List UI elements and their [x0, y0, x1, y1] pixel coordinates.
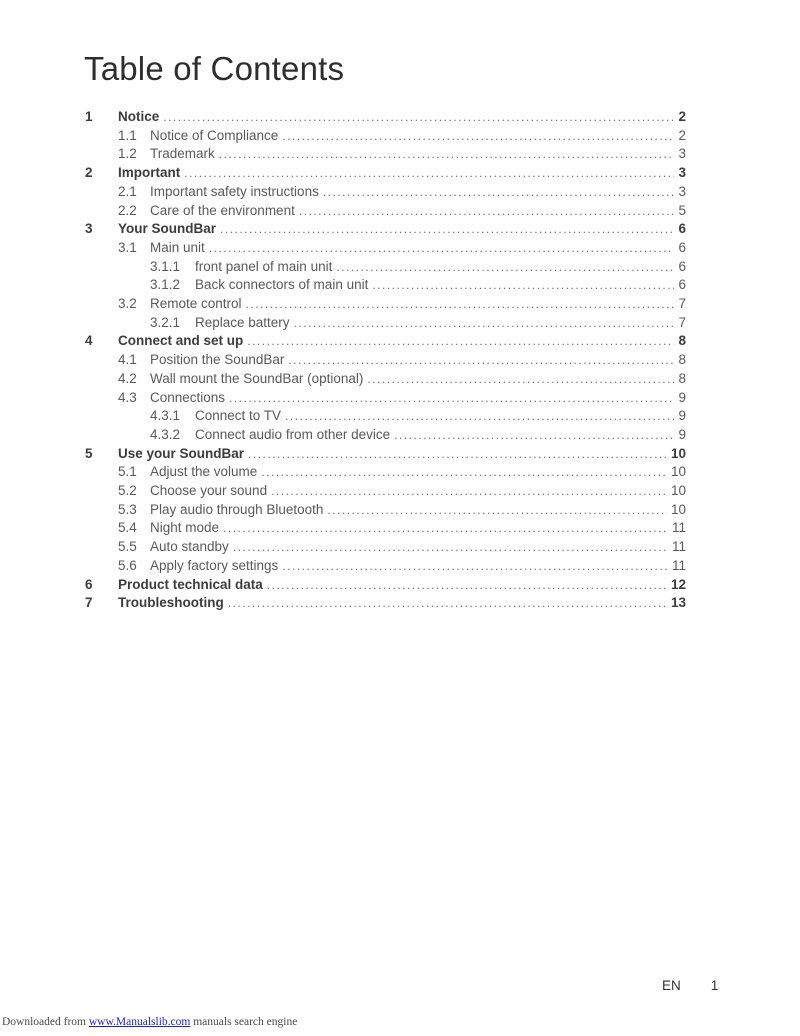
toc-entry-title: Trademark — [150, 146, 215, 162]
toc-entry-page: 3 — [678, 165, 686, 181]
toc-entry-page: 7 — [678, 314, 686, 330]
toc-entry-number: 4.3 — [118, 389, 137, 405]
toc-dot-leader — [219, 145, 675, 164]
toc-dot-leader — [288, 351, 674, 370]
toc-entry-number: 5.5 — [118, 539, 137, 555]
toc-entry-page: 12 — [670, 576, 686, 592]
toc-entry-title: Connect audio from other device — [195, 426, 391, 442]
toc-dot-leader — [247, 332, 674, 351]
toc-entry — [85, 538, 686, 557]
toc-entry-title: Care of the environment — [150, 202, 295, 218]
toc-entry — [85, 295, 686, 314]
toc-entry — [85, 407, 686, 426]
toc-entry-page: 10 — [670, 501, 686, 517]
toc-entry-number: 2.2 — [118, 202, 137, 218]
toc-entry-title: Night mode — [150, 520, 220, 536]
toc-dot-leader — [299, 202, 675, 221]
watermark-suffix: manuals search engine — [190, 1016, 298, 1028]
toc-entry — [85, 576, 686, 595]
toc-entry-page: 3 — [678, 146, 686, 162]
toc-entry-title: Use your SoundBar — [118, 445, 245, 461]
page-footer — [662, 978, 718, 993]
toc-entry-title: Notice of Compliance — [150, 127, 279, 143]
toc-entry-title: Play audio through Bluetooth — [150, 501, 324, 517]
toc-entry-title: Connect and set up — [118, 333, 244, 349]
toc-entry-number: 3.2 — [118, 296, 137, 312]
toc-dot-leader — [184, 164, 674, 183]
toc-entry — [85, 183, 686, 202]
toc-dot-leader — [367, 370, 674, 389]
toc-entry-title: Apply factory settings — [150, 557, 279, 573]
toc-dot-leader — [261, 463, 667, 482]
toc-entry-number: 5.2 — [118, 483, 137, 499]
toc-entry-page: 7 — [678, 296, 686, 312]
toc-dot-leader — [271, 482, 667, 501]
toc-entry-number: 3.1.2 — [150, 277, 181, 293]
toc-dot-leader — [229, 389, 674, 408]
toc-entry-page: 9 — [678, 426, 686, 442]
toc-dot-leader — [228, 594, 667, 613]
toc-entry-page: 9 — [678, 408, 686, 424]
page-title: Table of Contents — [84, 50, 345, 87]
toc-entry — [85, 332, 686, 351]
toc-entry — [85, 314, 686, 333]
toc-entry — [85, 276, 686, 295]
toc-entry-title: Replace battery — [195, 314, 290, 330]
toc-entry-title: Auto standby — [150, 539, 229, 555]
toc-entry — [85, 389, 686, 408]
toc-entry — [85, 239, 686, 258]
toc-entry-page: 11 — [671, 557, 686, 573]
toc-entry — [85, 220, 686, 239]
toc-entry — [85, 594, 686, 613]
toc-entry-page: 6 — [678, 221, 686, 237]
toc-entry-page: 8 — [678, 333, 686, 349]
toc-entry-title: Connect to TV — [195, 408, 282, 424]
toc-entry-title: Main unit — [150, 239, 205, 255]
toc-dot-leader — [233, 538, 668, 557]
toc-dot-leader — [327, 501, 667, 520]
toc-entry — [85, 463, 686, 482]
toc-entry-title: Wall mount the SoundBar (optional) — [150, 370, 364, 386]
toc-dot-leader — [163, 108, 674, 127]
toc-entry-title: Important safety instructions — [150, 183, 319, 199]
toc-entry-title: Remote control — [150, 296, 242, 312]
toc-dot-leader — [394, 426, 674, 445]
toc-entry-number: 3.1.1 — [150, 258, 181, 274]
toc-entry-title: Product technical data — [118, 576, 263, 592]
toc-entry-number: 6 — [85, 576, 93, 592]
toc-entry — [85, 482, 686, 501]
toc-dot-leader — [223, 519, 668, 538]
toc-entry — [85, 426, 686, 445]
toc-entry-page: 10 — [670, 445, 686, 461]
toc-entry-number: 7 — [85, 595, 93, 611]
toc-entry-page: 6 — [678, 239, 686, 255]
toc-entry-number: 1 — [85, 109, 93, 124]
toc-entry-number: 2 — [85, 165, 93, 181]
toc-entry-page: 13 — [670, 595, 686, 611]
toc-dot-leader — [246, 295, 675, 314]
toc-dot-leader — [267, 576, 667, 595]
toc-entry-number: 5 — [85, 445, 93, 461]
toc-entry-number: 4.2 — [118, 370, 137, 386]
toc-entry — [85, 519, 686, 538]
toc-entry-number: 3.1 — [118, 239, 137, 255]
toc-entry-number: 3.2.1 — [150, 314, 181, 330]
manualslib-link[interactable]: www.Manualslib.com — [88, 1016, 191, 1028]
toc-dot-leader — [323, 183, 675, 202]
toc-entry-title: Troubleshooting — [118, 595, 224, 611]
toc-entry-title: Back connectors of main unit — [195, 277, 369, 293]
toc-dot-leader — [220, 220, 674, 239]
toc-entry-number: 4.3.2 — [150, 426, 181, 442]
toc-entry-page: 9 — [678, 389, 686, 405]
toc-entry-page: 6 — [678, 258, 686, 274]
toc-entry-page: 2 — [678, 127, 686, 143]
toc-entry — [85, 108, 686, 127]
toc-entry-number: 3 — [85, 221, 93, 237]
toc-entry-number: 5.1 — [118, 464, 137, 480]
toc-dot-leader — [294, 314, 675, 333]
watermark-text — [2, 1016, 297, 1028]
toc-entry-page: 5 — [678, 202, 686, 218]
toc-entry — [85, 145, 686, 164]
toc-dot-leader — [209, 239, 675, 258]
footer-language-label: EN — [662, 978, 681, 993]
toc-entry-page: 11 — [671, 520, 686, 536]
toc-entry-page: 2 — [678, 109, 686, 124]
toc-entry-number: 1.1 — [118, 127, 137, 143]
toc-entry — [85, 127, 686, 146]
toc-entry-number: 4.1 — [118, 352, 137, 368]
toc-entry — [85, 351, 686, 370]
toc-entry-number: 4 — [85, 333, 93, 349]
toc-dot-leader — [248, 445, 667, 464]
toc-entry-title: Your SoundBar — [118, 221, 217, 237]
toc-entry-number: 5.3 — [118, 501, 137, 517]
toc-list — [85, 108, 686, 613]
toc-dot-leader — [282, 127, 674, 146]
toc-entry-title: Adjust the volume — [150, 464, 258, 480]
toc-entry — [85, 557, 686, 576]
toc-dot-leader — [336, 258, 674, 277]
toc-entry-page: 8 — [678, 370, 686, 386]
toc-entry-number: 5.4 — [118, 520, 137, 536]
toc-entry-number: 1.2 — [118, 146, 137, 162]
toc-entry-title: front panel of main unit — [195, 258, 333, 274]
toc-entry-page: 3 — [678, 183, 686, 199]
toc-dot-leader — [285, 407, 674, 426]
watermark-prefix: Downloaded from — [2, 1016, 89, 1028]
toc-entry — [85, 258, 686, 277]
toc-entry — [85, 445, 686, 464]
toc-entry — [85, 202, 686, 221]
toc-entry-number: 5.6 — [118, 557, 137, 573]
footer-page-number: 1 — [710, 978, 719, 993]
toc-entry — [85, 370, 686, 389]
toc-entry — [85, 501, 686, 520]
toc-entry-page: 8 — [678, 352, 686, 368]
toc-entry-title: Notice — [118, 109, 160, 124]
toc-entry — [85, 164, 686, 183]
toc-entry-title: Important — [118, 165, 181, 181]
toc-entry-title: Position the SoundBar — [150, 352, 285, 368]
toc-entry-page: 10 — [670, 464, 686, 480]
toc-dot-leader — [282, 557, 668, 576]
toc-entry-page: 6 — [678, 277, 686, 293]
toc-entry-title: Connections — [150, 389, 226, 405]
toc-entry-page: 10 — [670, 483, 686, 499]
toc-entry-number: 2.1 — [118, 183, 137, 199]
toc-entry-page: 11 — [671, 539, 686, 555]
toc-entry-number: 4.3.1 — [150, 408, 181, 424]
toc-entry-title: Choose your sound — [150, 483, 268, 499]
toc-dot-leader — [372, 276, 674, 295]
